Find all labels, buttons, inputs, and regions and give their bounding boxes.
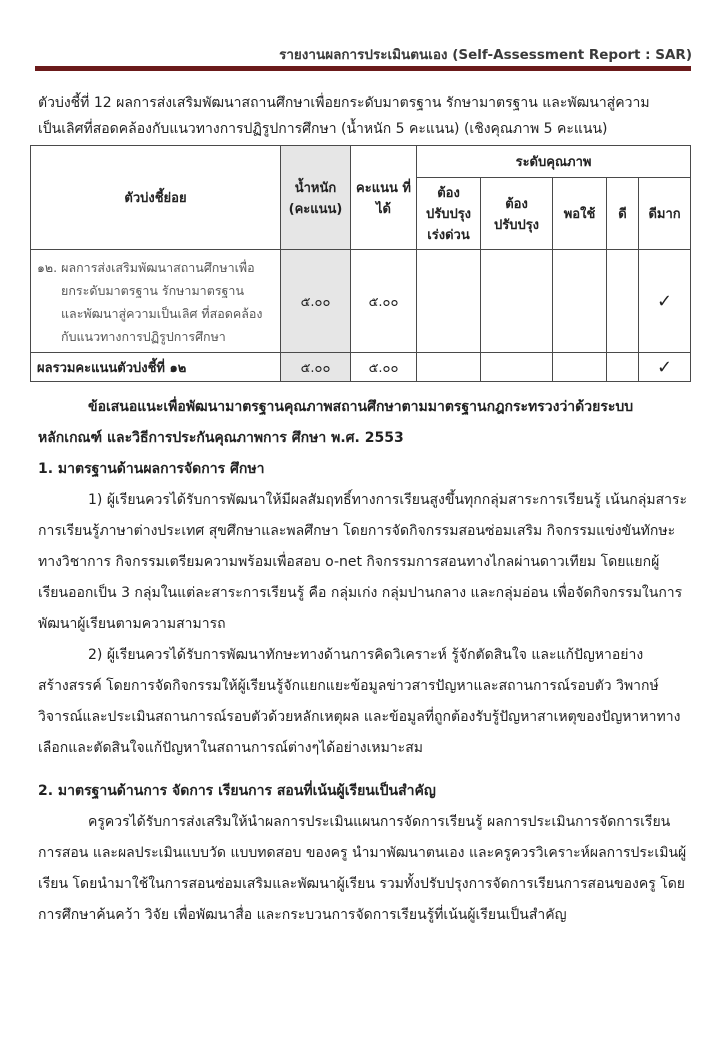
section-1-title: 1. มาตรฐานด้านผลการจัดการ ศึกษา — [38, 461, 265, 477]
total-level-good — [607, 353, 639, 382]
header-weight: น้ำหนัก (คะแนน) — [281, 146, 351, 250]
intro-line-1: ตัวบ่งชี้ที่ 12 ผลการส่งเสริมพัฒนาสถานศึกษาเพื่อยกระดับมาตรฐาน รักษามาตรฐาน และพัฒนาสู่ความ — [38, 95, 650, 111]
header-indicator: ตัวบ่งชี้ย่อย — [31, 146, 281, 250]
row-level-improve — [481, 250, 553, 353]
header-level-good: ดี — [607, 178, 639, 250]
total-label: ผลรวมคะแนนตัวบ่งชี้ที่ ๑๒ — [31, 353, 281, 382]
section-2-title: 2. มาตรฐานด้านการ จัดการ เรียนการ สอนที่เน้นผู้เรียนเป็นสำคัญ — [38, 783, 436, 799]
report-header-title: รายงานผลการประเมินตนเอง (Self-Assessment Report : SAR) — [279, 47, 692, 63]
recommend-heading-line-2: หลักเกณฑ์ และวิธีการประกันคุณภาพการ ศึกษา พ.ศ. 2553 — [38, 430, 404, 446]
row-indicator-cell — [31, 250, 281, 353]
row-level-fair — [553, 250, 607, 353]
total-level-excellent-check-icon: ✓ — [639, 353, 691, 382]
recommend-heading-line-1: ข้อเสนอแนะเพื่อพัฒนามาตรฐานคุณภาพสถานศึกษาตามมาตรฐานกฎกระทรวงว่าด้วยระบบ — [88, 399, 634, 415]
header-quality-level: ระดับคุณภาพ — [417, 146, 691, 178]
total-level-urgent — [417, 353, 481, 382]
header-level-fair: พอใช้ — [553, 178, 607, 250]
header-level-urgent: ต้อง ปรับปรุง เร่งด่วน — [417, 178, 481, 250]
row-level-excellent-check-icon: ✓ — [639, 250, 691, 353]
indicator-intro — [38, 90, 698, 142]
row-level-good — [607, 250, 639, 353]
row-level-urgent — [417, 250, 481, 353]
header-divider-bar — [35, 66, 691, 71]
table-total-row — [31, 353, 691, 382]
total-level-improve — [481, 353, 553, 382]
total-score: ๕.๐๐ — [351, 353, 417, 382]
recommendations-section — [38, 392, 688, 931]
section-1-paragraph-1: 1) ผู้เรียนควรได้รับการพัฒนาให้มีผลสัมฤทธิ์ทางการเรียนสูงขึ้นทุกกลุ่มสาระการเรียนรู้ เน้นกลุ่มสาระการเรียนรู้ภาษาต่างประเทศ สุขศึกษาและพลศึกษา โดยการจัดกิจกรรมสอนซ่อมเสริม กิจกรรมแข่งขันทักษะทางวิชาการ กิจกรรมเตรียมความพร้อมเพื่อสอบ o-net กิจกรรมการสอนทางไกลผ่านดาวเทียม โดยแยกผู้เรียนออกเป็น 3 กลุ่มในแต่ละสาระการเรียนรู้ คือ กลุ่มเก่ง กลุ่มปานกลาง และกลุ่มอ่อน เพื่อจัดกิจกรรมในการพัฒนาผู้เรียนตามความสามารถ — [38, 492, 688, 632]
header-level-excellent: ดีมาก — [639, 178, 691, 250]
header-score: คะแนน ที่ได้ — [351, 146, 417, 250]
row-indicator-line: กับแนวทางการปฏิรูปการศึกษา — [61, 329, 226, 344]
row-indicator-line: ๑๒. ผลการส่งเสริมพัฒนาสถานศึกษาเพื่อ — [37, 260, 255, 275]
header-level-improve: ต้อง ปรับปรุง — [481, 178, 553, 250]
total-weight: ๕.๐๐ — [281, 353, 351, 382]
intro-line-2: เป็นเลิศที่สอดคล้องกับแนวทางการปฏิรูปการศึกษา (น้ำหนัก 5 คะแนน) (เชิงคุณภาพ 5 คะแนน) — [38, 121, 608, 137]
indicator-score-table — [30, 145, 691, 382]
total-level-fair — [553, 353, 607, 382]
table-row — [31, 250, 691, 353]
section-1-paragraph-2: 2) ผู้เรียนควรได้รับการพัฒนาทักษะทางด้านการคิดวิเคราะห์ รู้จักตัดสินใจ และแก้ปัญหาอย่างสร้างสรรค์ โดยการจัดกิจกรรมให้ผู้เรียนรู้จักแยกแยะข้อมูลข่าวสารปัญหาและสถานการณ์รอบตัว วิพากษ์วิจารณ์และประเมินสถานการณ์รอบตัวด้วยหลักเหตุผล และข้อมูลที่ถูกต้องรับรู้ปัญหาสาเหตุของปัญหาหาทางเลือกและตัดสินใจแก้ปัญหาในสถานการณ์ต่างๆได้อย่างเหมาะสม — [38, 647, 681, 756]
row-score: ๕.๐๐ — [351, 250, 417, 353]
section-2-paragraph-1: ครูควรได้รับการส่งเสริมให้นำผลการประเมินแผนการจัดการเรียนรู้ ผลการประเมินการจัดการเรียนการสอน และผลประเมินแบบวัด แบบทดสอบ ของครู นำมาพัฒนาตนเอง และครูควรวิเคราะห์ผลการประเมินผู้เรียน โดยนำมาใช้ในการสอนซ่อมเสริมและพัฒนาผู้เรียน รวมทั้งปรับปรุงการจัดการเรียนการสอนของครู โดยการศึกษาค้นคว้า วิจัย เพื่อพัฒนาสื่อ และกระบวนการจัดการเรียนรู้ที่เน้นผู้เรียนเป็นสำคัญ — [38, 814, 687, 923]
row-indicator-line: และพัฒนาสู่ความเป็นเลิศ ที่สอดคล้อง — [61, 306, 263, 321]
row-indicator-line: ยกระดับมาตรฐาน รักษามาตรฐาน — [61, 283, 244, 298]
row-weight: ๕.๐๐ — [281, 250, 351, 353]
